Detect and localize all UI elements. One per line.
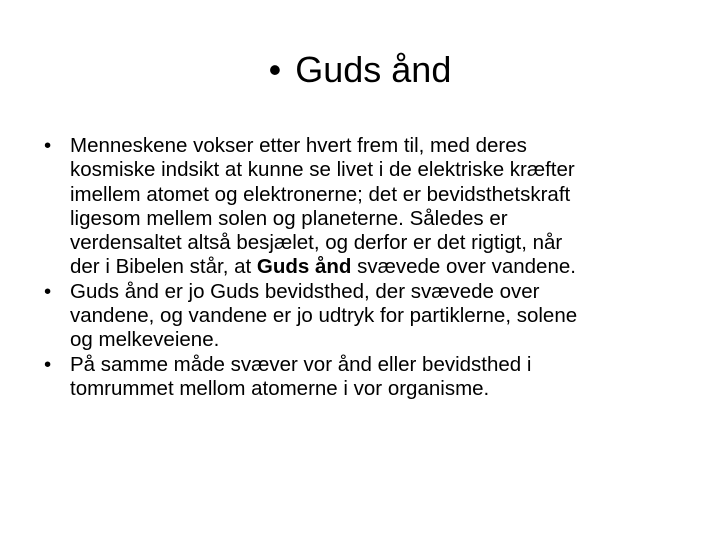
bullet-1-line-3: imellem atomet og elektronerne; det er bevidsthetskraft <box>70 182 571 206</box>
bullet-1-line-1: Menneskene vokser etter hvert frem til, med deres <box>70 134 527 157</box>
bullet-1-line-6 <box>70 255 684 279</box>
bullet-marker: • <box>44 134 52 157</box>
bullet-1-line-4: ligesom mellem solen og planeterne. Således er <box>70 206 508 230</box>
slide-body <box>44 134 684 401</box>
bullet-marker: • <box>44 279 52 303</box>
line-6-before: der i Bibelen står, at <box>70 255 257 279</box>
bullet-1-line-2: kosmiske indsikt at kunne se livet i de elektriske kræfter <box>70 158 575 182</box>
slide-title <box>0 48 720 92</box>
bullet-marker: • <box>44 352 52 376</box>
title-bullet: • <box>268 49 282 90</box>
bullet-2-line-1: Guds ånd er jo Guds bevidsthed, der svævede over <box>70 279 540 303</box>
bullet-3-line-2: tomrummet mellom atomerne i vor organisme. <box>70 376 490 400</box>
title-text: Guds ånd <box>295 49 452 90</box>
line-6-after: svævede over vandene. <box>351 255 576 279</box>
bullet-1-line-5: verdensaltet altså besjælet, og derfor er det rigtigt, når <box>70 231 563 255</box>
bullet-2-line-2: vandene, og vandene er jo udtryk for partiklerne, solene <box>70 304 578 328</box>
bullet-item-1 <box>44 134 684 280</box>
bullet-2-line-3: og melkeveiene. <box>70 328 220 352</box>
bullet-item-3 <box>44 353 684 402</box>
bullet-3-line-1: På samme måde svæver vor ånd eller bevidsthed i <box>70 352 532 376</box>
bullet-item-2 <box>44 280 684 353</box>
emphasis-guds-and: Guds ånd <box>256 255 352 279</box>
